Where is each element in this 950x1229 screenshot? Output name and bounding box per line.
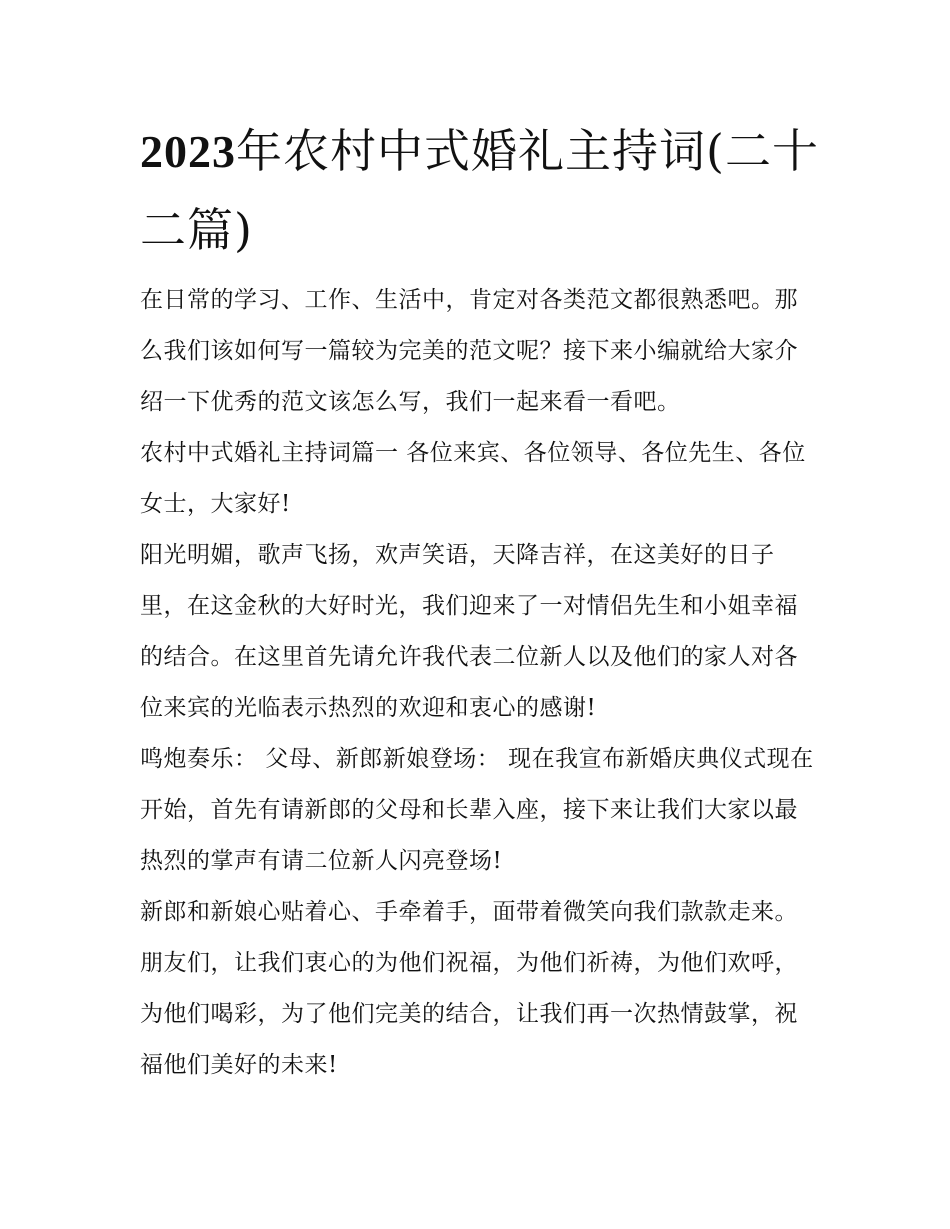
title-year: 2023 — [140, 126, 236, 177]
document-title — [140, 112, 820, 269]
paragraph-ceremony-start: 鸣炮奏乐： 父母、新郎新娘登场： 现在我宣布新婚庆典仪式现在开始，首先有请新郎的父母和长辈入座，接下来让我们大家以最热烈的掌声有请二位新人闪亮登场! — [140, 746, 814, 874]
paragraph-welcome: 阳光明媚，歌声飞扬，欢声笑语，天降吉祥，在这美好的日子里，在这金秋的大好时光，我们迎来了一对情侣先生和小姐幸福的结合。在这里首先请允许我代表二位新人以及他们的家人对各位来宾的光临表示热烈的欢迎和衷心的感谢! — [140, 542, 798, 721]
paragraph-couple-entrance: 新郎和新娘心贴着心、手牵着手，面带着微笑向我们款款走来。朋友们，让我们衷心的为他们祝福，为他们祈祷，为他们欢呼，为他们喝彩，为了他们完美的结合，让我们再一次热情鼓掌，祝福他们美好的未来! — [140, 899, 798, 1078]
document-body — [140, 112, 820, 1091]
paragraph-intro: 在日常的学习、工作、生活中，肯定对各类范文都很熟悉吧。那么我们该如何写一篇较为完美的范文呢？接下来小编就给大家介绍一下优秀的范文该怎么写，我们一起来看一看吧。 — [140, 287, 798, 415]
paragraph-greeting: 农村中式婚礼主持词篇一 各位来宾、各位领导、各位先生、各位女士，大家好! — [140, 440, 806, 517]
title-text: 年农村中式婚礼主持词(二十二篇) — [140, 124, 819, 257]
